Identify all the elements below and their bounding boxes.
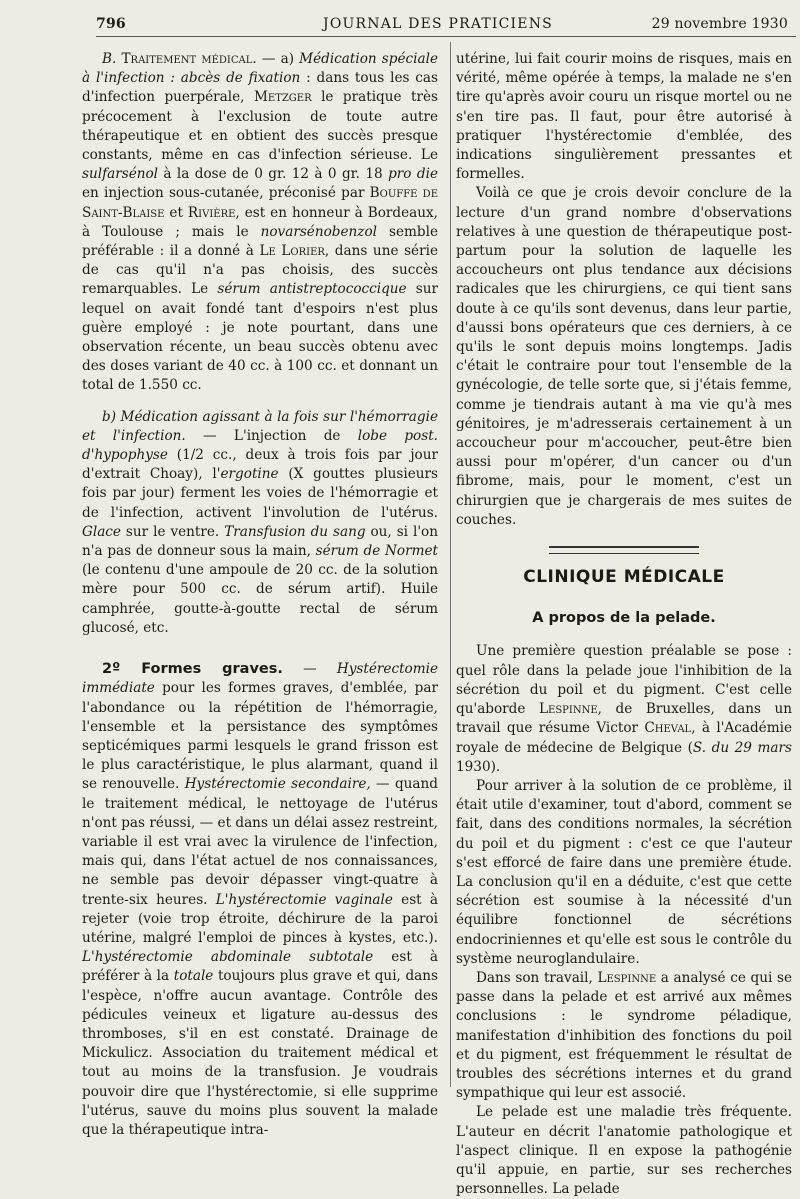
issue-date: 29 novembre 1930 xyxy=(651,16,788,32)
page-number: 796 xyxy=(96,16,126,32)
left-column xyxy=(82,50,438,1140)
subheading-severe-forms: 2º Formes graves. xyxy=(102,661,283,678)
paragraph-continuation: utérine, lui fait courir moins de risques, mais en vérité, même opérée à temps, la malade ne s'en tire qu'après avoir couru un risque mortel ou ne s'en tire pas. Il faut, pour être autorisé à pratiquer l'hystérectomie d'emblée, des indications singulièrement pressantes et formelles. xyxy=(456,51,792,183)
section-title: CLINIQUE MÉDICALE xyxy=(523,567,725,588)
paragraph-pelade-description: Le pelade est une maladie très fréquente. L'auteur en décrit l'anatomie pathologique et l'aspect clinique. Il en expose la pathogénie qu'il appuie, en partie, sur ses recherches personnelles. La pelade xyxy=(456,1104,792,1198)
paragraph-medical-treatment: B. Traitement médical. — a) Médication spéciale à l'infection : abcès de fixation : dans tous les cas d'infection puerpérale, Metzger le pratique très précocement à l'exclusion de toute autre thérapeutique et en obtient des succès presque constants, même en cas d'infection sérieuse. Le sulfarsénol à la dose de 0 gr. 12 à 0 gr. 18 pro die en injection sous-cutanée, préconisé par Bouffe de Saint-Blaise et Rivière, est en honneur à Bordeaux, à Toulouse ; mais le novarsénobenzol semble préférable : il a donné à Le Lorier, dans une série de cas qu'il n'a pas choisis, des succès remarquables. Le sérum antistreptococcique sur lequel on avait fondé tant d'espoirs n'est plus guère employé : je note pourtant, dans une observation récente, un beau succès obtenu avec des doses variant de 40 cc. à 100 cc. et donnant un total de 1.550 cc. xyxy=(82,51,439,394)
right-column xyxy=(456,50,792,1199)
running-header xyxy=(82,14,794,36)
section-separator xyxy=(549,546,699,554)
paragraph-hemorrhage-infection: b) Médication agissant à la fois sur l'hémorragie et l'infection. — L'injection de lobe post. d'hypophyse (1/2 cc., deux à trois fois par jour d'extrait Choay), l'ergotine (X gouttes plusieurs fois par jour) ferment les voies de l'hémorragie et de l'infection, activent l'involution de l'utérus. Glace sur le ventre. Transfusion du sang ou, si l'on n'a pas de donneur sous la main, sérum de Normet (le contenu d'une ampoule de 20 cc. de la solution mère pour 500 cc. de sérum artif). Huile camphrée, goutte-à-goutte rectal de sérum glucosé, etc. xyxy=(82,408,438,636)
paragraph-conclusion: Voilà ce que je crois devoir conclure de la lecture d'un grand nombre d'observations relatives à une question de thérapeutique post-partum pour la solution de laquelle les accoucheurs ont plus tendance aux décisions radicales que les chirurgiens, ce qui tient sans doute à ce qu'ils sont devenus, dans leur partie, d'aussi bons opérateurs que ces derniers, à ce qu'ils le sont depuis moins longtemps. Jadis c'était le contraire pour tout l'ensemble de la gynécologie, de telle sorte que, si j'étais femme, comme je tiendrais autant à ma vie qu'à mes génitoires, je m'adresserais certainement à un accoucheur pour m'accoucher, peut-être bien aussi pour m'opérer, d'un cancer ou d'un fibrome, mais, pour le moment, c'est un chirurgien que je chargerais de mes suites de couches. xyxy=(456,185,792,528)
journal-title: JOURNAL DES PRATICIENS xyxy=(323,16,553,32)
article-title: A propos de la pelade. xyxy=(532,610,716,627)
paragraph-pelade-intro: Une première question préalable se pose : quel rôle dans la pelade joue l'inhibition de la sécrétion du poil et du pigment. C'est celle qu'aborde Lespinne, de Bruxelles, dans un travail que résume Victor Cheval, à l'Académie royale de médecine de Belgique (S. du 29 mars 1930). xyxy=(456,643,792,775)
column-divider xyxy=(450,42,451,1087)
header-rule xyxy=(96,36,796,37)
paragraph-severe-forms: 2º Formes graves. — Hystérectomie immédiate pour les formes graves, d'emblée, par l'abondance ou la répétition de l'hémorragie, l'ensemble et la persistance des symptômes septicémiques parmi lesquels le grand frisson est le plus caractéristique, le plus alarmant, quand il se renouvelle. Hystérectomie secondaire, — quand le traitement médical, le nettoyage de l'utérus n'ont pas réussi, — et dans un délai assez restreint, variable il est vrai avec la virulence de l'infection, mais qui, dans l'état actuel de nos connaissances, ne semble pas devoir dépasser vingt-quatre à trente-six heures. L'hystérectomie vaginale est à rejeter (voie trop étroite, déchirure de la paroi utérine, malgré l'emploi de pinces à kystes, etc.). L'hystérectomie abdominale subtotale est à préférer à la totale toujours plus grave et qui, dans l'espèce, n'offre aucun avantage. Contrôle des pédicules veineux et ligature au-dessus des thromboses, s'il en est constaté. Drainage de Mickulicz. Association du traitement médical et tout au moins de la transfusion. Je voudrais pouvoir dire que l'hystérectomie, si elle supprime l'utérus, sauve du moins plus souvent la malade que la thérapeutique intra- xyxy=(82,661,439,1138)
paragraph-pelade-method: Pour arriver à la solution de ce problème, il était utile d'examiner, tout d'abord, comment se fait, dans des conditions normales, la sécrétion du poil et du pigment : c'est ce que l'auteur s'est efforcé de faire dans une première étude. La conclusion qu'il en a déduite, c'est que cette sécrétion est soumise à la nécessité d'un équilibre fonctionnel de sécrétions endocriniennes et qu'elle est sous le contrôle du système neuroglandulaire. xyxy=(456,777,792,967)
paragraph-pelade-analysis: Dans son travail, Lespinne a analysé ce qui se passe dans la pelade et est arrivé aux mêmes conclusions : le syndrome péladique, manifestation d'inhibition des fonctions du poil et du pigment, est fréquemment le résultat de troubles des sécrétions internes et du grand sympathique qui leur est associé. xyxy=(456,969,792,1102)
